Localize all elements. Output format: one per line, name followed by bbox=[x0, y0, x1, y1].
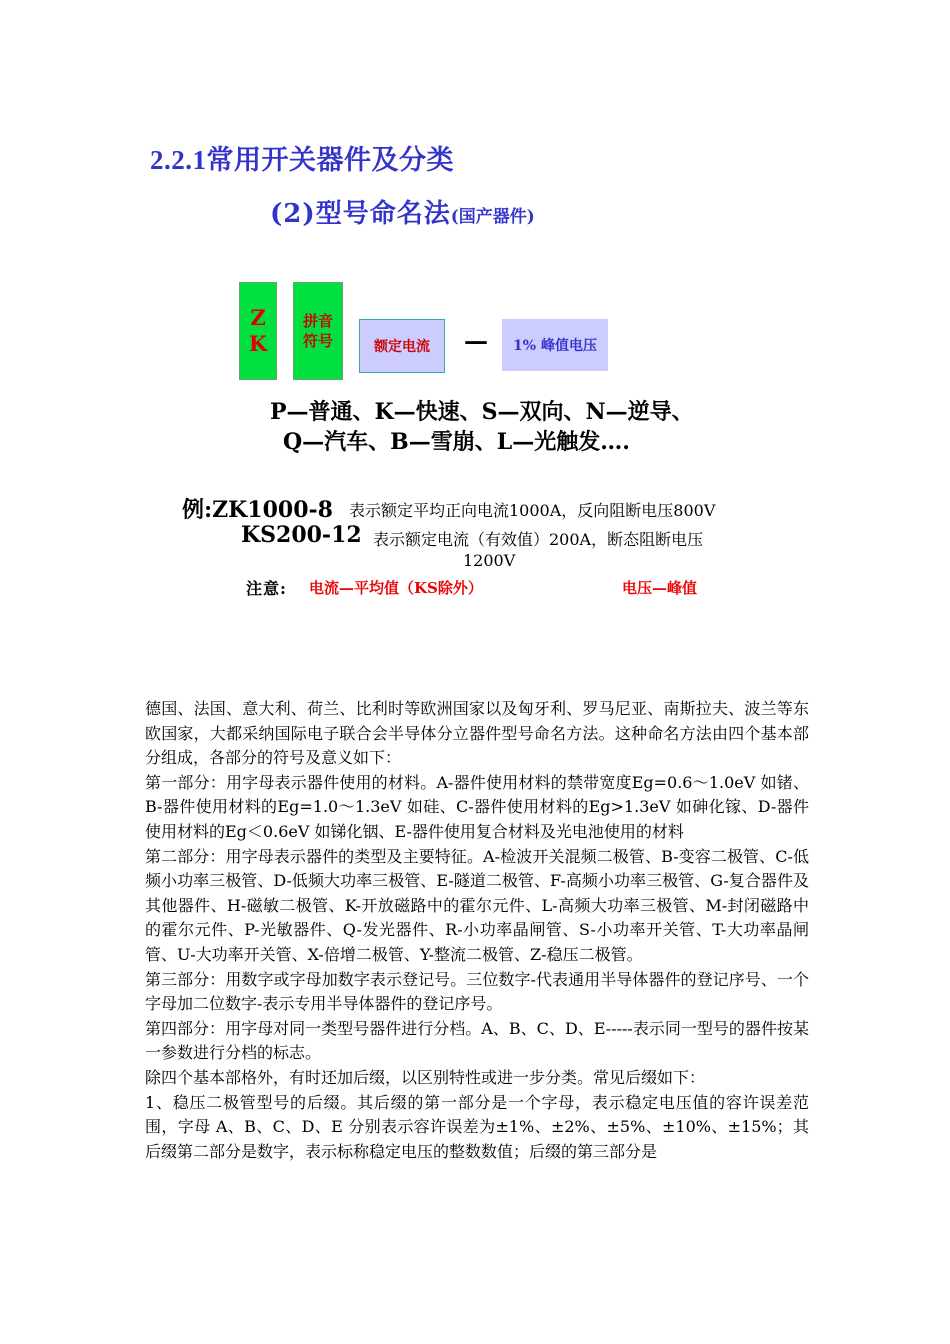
zk-box-line1: Z bbox=[250, 305, 266, 330]
body-paragraph: 第一部分：用字母表示器件使用的材料。A-器件使用材料的禁带宽度Eg=0.6～1.0eV 如锗、B-器件使用材料的Eg=1.0～1.3eV 如硅、C-器件使用材料的Eg>1.3eV 如砷化镓、D-器件使用材料的Eg＜0.6eV 如锑化铟、E-器件使用复合材料及光电池使用的材料 bbox=[145, 772, 809, 841]
type-list-line-1: P—普通、K—快速、S—双向、N—逆导、 bbox=[270, 399, 694, 425]
page-title: 2.2.1常用开关器件及分类 bbox=[150, 145, 454, 175]
body-paragraph: 第二部分：用字母表示器件的类型及主要特征。A-检波开关混频二极管、B-变容二极管、C-低频小功率三极管、D-低频大功率三极管、E-隧道二极管、F-高频小功率三极管、G-复合器件及其他器件、H-磁敏二极管、K-开放磁路中的霍尔元件、L-高频大功率三极管、M-封闭磁路中的霍尔元件、P-光敏器件、Q-发光器件、R-小功率晶闸管、S-小功率开关管、T-大功率晶闸管、U-大功率开关管、X-倍增二极管、Y-整流二极管、Z-稳压二极管。 bbox=[145, 846, 809, 964]
note-voltage: 电压—峰值 bbox=[622, 579, 698, 597]
peak-voltage-box: 1% 峰值电压 bbox=[502, 319, 608, 371]
example-1-code: 例:ZK1000-8 bbox=[182, 497, 333, 523]
example-2-description-cont: 1200V bbox=[463, 551, 516, 570]
type-list-line-2: Q—汽车、B—雪崩、L—光触发…. bbox=[283, 429, 630, 455]
body-text bbox=[145, 697, 809, 1164]
pinyin-box-line2: 符号 bbox=[302, 332, 333, 350]
body-paragraph: 除四个基本部格外，有时还加后缀，以区别特性或进一步分类。常见后缀如下： bbox=[145, 1067, 706, 1087]
separator-dash: — bbox=[464, 326, 488, 355]
example-2-code: KS200-12 bbox=[241, 522, 362, 548]
body-paragraph: 1、稳压二极管型号的后缀。其后缀的第一部分是一个字母，表示稳定电压值的容许误差范围，字母 A、B、C、D、E 分别表示容许误差为±1%、±2%、±5%、±10%、±15%；其后缀第二部分是数字，表示标称稳定电压的整数数值；后缀的第三部分是 bbox=[145, 1092, 809, 1161]
rated-current-box: 额定电流 bbox=[359, 319, 445, 373]
zk-box bbox=[239, 282, 277, 380]
body-paragraph: 第三部分：用数字或字母加数字表示登记号。三位数字-代表通用半导体器件的登记序号、一个字母加二位数字-表示专用半导体器件的登记序号。 bbox=[145, 969, 809, 1014]
note-label: 注意: bbox=[246, 579, 287, 598]
section-subtitle bbox=[270, 193, 535, 230]
subtitle-main: (2)型号命名法 bbox=[270, 199, 451, 229]
subtitle-note: (国产器件) bbox=[450, 207, 535, 227]
example-1-description: 表示额定平均正向电流1000A，反向阻断电压800V bbox=[349, 501, 716, 520]
body-paragraph: 第四部分：用字母对同一类型号器件进行分档。A、B、C、D、E-----表示同一型号的器件按某一参数进行分档的标志。 bbox=[145, 1018, 809, 1063]
example-2-description: 表示额定电流（有效值）200A，断态阻断电压 bbox=[373, 530, 704, 549]
body-paragraph: 德国、法国、意大利、荷兰、比利时等欧洲国家以及匈牙利、罗马尼亚、南斯拉夫、波兰等东欧国家，大都采纳国际电子联合会半导体分立器件型号命名方法。这种命名方法由四个基本部分组成，各部分的符号及意义如下： bbox=[145, 699, 809, 768]
zk-box-line2: K bbox=[248, 331, 268, 356]
note-current: 电流—平均值（KS除外） bbox=[309, 579, 483, 597]
pinyin-symbol-box bbox=[293, 282, 343, 380]
pinyin-box-line1: 拼音 bbox=[302, 312, 333, 330]
